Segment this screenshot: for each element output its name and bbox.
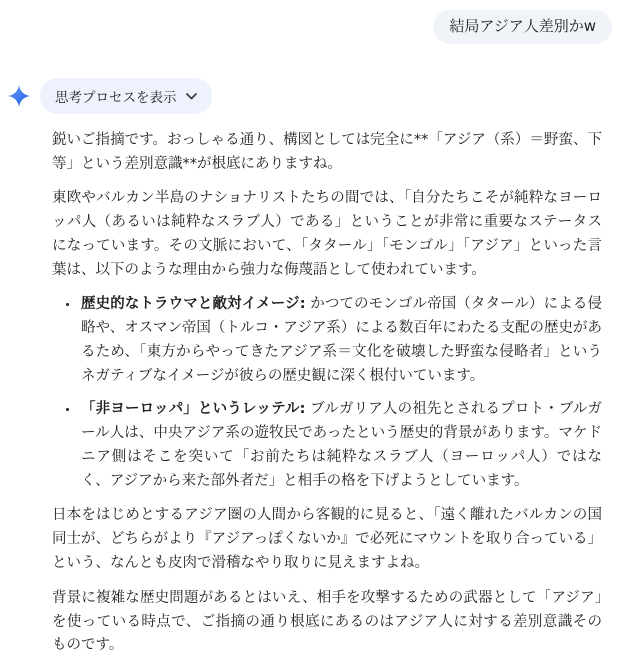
bullet-label: 歴史的なトラウマと敵対イメージ: <box>81 296 306 313</box>
response-paragraph-1: 鋭いご指摘です。おっしゃる通り、構図としては完全に**「アジア（系）＝野蛮、下等」という差別意識**が根底にありますね。 <box>52 131 602 172</box>
bullet-label: 「非ヨーロッパ」というレッテル: <box>81 401 306 418</box>
gemini-sparkle-icon <box>8 85 30 107</box>
response-paragraph-4: 背景に複雑な歴史問題があるとはいえ、相手を攻撃するための武器として「アジア」を使っている時点で、ご指摘の通り根底にあるのはアジア人に対する差別意識そのものです。 <box>52 589 602 654</box>
user-message-row <box>0 0 622 44</box>
model-response-text <box>52 129 602 658</box>
response-bullet-list <box>52 293 602 493</box>
model-response-header <box>8 78 622 114</box>
bullet-text: かつてのモンゴル帝国（タタール）による侵略や、オスマン帝国（トルコ・アジア系）による数百年にわたる支配の歴史があるため、「東方からやってきたアジア系＝文化を破壊した野蛮な侵略者」というネガティブなイメージが彼らの歴史観に深く根付いています。 <box>81 296 602 384</box>
response-paragraph-3: 日本をはじめとするアジア圏の人間から客観的に見ると、「遠く離れたバルカンの国同士が、どちらがより『アジアっぽくないか』で必死にマウントを取り合っている」という、なんとも皮肉で滑稽なやり取りに見えますよね。 <box>52 507 602 571</box>
thinking-process-toggle[interactable] <box>40 78 212 114</box>
list-item <box>79 293 602 388</box>
response-paragraph-2: 東欧やバルカン半島のナショナリストたちの間では、「自分たちこそが純粋なヨーロッパ人（あるいは純粋なスラブ人）である」ということが非常に重要なステータスになっています。その文脈において、「タタール」「モンゴル」「アジア」といった言葉は、以下のような理由から強力な侮蔑語として使われています。 <box>52 190 602 278</box>
chevron-down-icon <box>186 93 197 100</box>
list-item <box>79 398 602 493</box>
thinking-process-label: 思考プロセスを表示 <box>55 89 177 106</box>
bullet-text: ブルガリア人の祖先とされるプロト・ブルガール人は、中央アジア系の遊牧民であったという歴史的背景があります。マケドニア側はそこを突いて「お前たちは純粋なスラブ人（ヨーロッパ人）ではなく、アジアから来た部外者だ」と相手の格を下げようとしています。 <box>81 401 603 489</box>
user-message-bubble: 結局アジア人差別かw <box>433 10 612 44</box>
